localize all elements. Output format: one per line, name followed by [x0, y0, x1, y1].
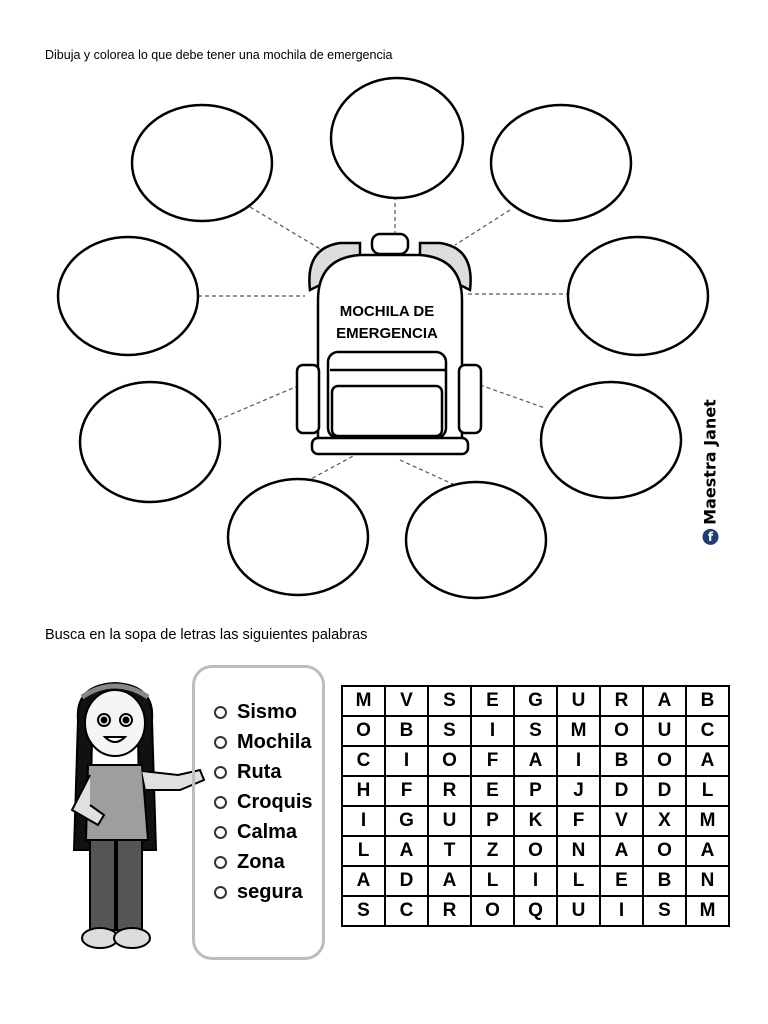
- grid-cell[interactable]: I: [514, 866, 557, 896]
- girl-illustration: [60, 675, 210, 965]
- grid-cell[interactable]: M: [342, 686, 385, 716]
- grid-cell[interactable]: O: [643, 836, 686, 866]
- grid-cell[interactable]: N: [557, 836, 600, 866]
- grid-cell[interactable]: V: [600, 806, 643, 836]
- grid-cell[interactable]: L: [557, 866, 600, 896]
- word-list-item: Croquis: [214, 791, 313, 814]
- grid-cell[interactable]: M: [557, 716, 600, 746]
- grid-cell[interactable]: H: [342, 776, 385, 806]
- grid-cell[interactable]: L: [686, 776, 729, 806]
- grid-cell[interactable]: L: [342, 836, 385, 866]
- grid-cell[interactable]: R: [428, 776, 471, 806]
- bullet-icon: [214, 736, 227, 749]
- grid-cell[interactable]: I: [600, 896, 643, 926]
- grid-cell[interactable]: O: [514, 836, 557, 866]
- grid-cell[interactable]: U: [643, 716, 686, 746]
- author-name: Maestra Janet: [700, 399, 720, 525]
- oval-bottom-right: [406, 482, 546, 598]
- grid-cell[interactable]: X: [643, 806, 686, 836]
- grid-cell[interactable]: I: [385, 746, 428, 776]
- drawing-instruction: Dibuja y colorea lo que debe tener una mochila de emergencia: [45, 48, 393, 62]
- grid-cell[interactable]: S: [514, 716, 557, 746]
- word-list-item: Mochila: [214, 731, 311, 754]
- oval-mid-right: [568, 237, 708, 355]
- grid-cell[interactable]: R: [428, 896, 471, 926]
- grid-cell[interactable]: B: [643, 866, 686, 896]
- grid-cell[interactable]: L: [471, 866, 514, 896]
- grid-cell[interactable]: B: [686, 686, 729, 716]
- grid-cell[interactable]: C: [686, 716, 729, 746]
- grid-cell[interactable]: C: [342, 746, 385, 776]
- grid-cell[interactable]: I: [557, 746, 600, 776]
- grid-cell[interactable]: U: [557, 896, 600, 926]
- grid-cell[interactable]: M: [686, 896, 729, 926]
- grid-row: [342, 776, 729, 806]
- grid-row: [342, 836, 729, 866]
- backpack-label-line1: MOCHILA DE: [339, 303, 435, 320]
- oval-lower-left: [80, 382, 220, 502]
- grid-cell[interactable]: O: [428, 746, 471, 776]
- word-list-item: segura: [214, 881, 303, 904]
- grid-cell[interactable]: S: [428, 686, 471, 716]
- grid-cell[interactable]: D: [643, 776, 686, 806]
- grid-cell[interactable]: I: [342, 806, 385, 836]
- grid-cell[interactable]: U: [428, 806, 471, 836]
- word-list-item: Sismo: [214, 701, 297, 724]
- bullet-icon: [214, 706, 227, 719]
- bullet-icon: [214, 796, 227, 809]
- grid-cell[interactable]: A: [686, 836, 729, 866]
- grid-cell[interactable]: K: [514, 806, 557, 836]
- oval-top-right: [491, 105, 631, 221]
- word-list-item: Zona: [214, 851, 285, 874]
- grid-cell[interactable]: E: [471, 686, 514, 716]
- grid-cell[interactable]: C: [385, 896, 428, 926]
- grid-cell[interactable]: B: [600, 746, 643, 776]
- grid-cell[interactable]: F: [557, 806, 600, 836]
- wordsearch-instruction: Busca en la sopa de letras las siguientes palabras: [45, 627, 368, 643]
- grid-cell[interactable]: E: [600, 866, 643, 896]
- grid-cell[interactable]: F: [471, 746, 514, 776]
- grid-cell[interactable]: O: [342, 716, 385, 746]
- oval-lower-right: [541, 382, 681, 498]
- grid-cell[interactable]: A: [643, 686, 686, 716]
- grid-cell[interactable]: A: [428, 866, 471, 896]
- grid-cell[interactable]: A: [686, 746, 729, 776]
- grid-cell[interactable]: D: [600, 776, 643, 806]
- grid-cell[interactable]: U: [557, 686, 600, 716]
- grid-cell[interactable]: M: [686, 806, 729, 836]
- grid-cell[interactable]: P: [471, 806, 514, 836]
- grid-row: [342, 896, 729, 926]
- grid-cell[interactable]: S: [643, 896, 686, 926]
- facebook-icon: f: [702, 529, 718, 545]
- grid-cell[interactable]: O: [471, 896, 514, 926]
- bullet-icon: [214, 856, 227, 869]
- grid-cell[interactable]: O: [600, 716, 643, 746]
- word-search-grid: [341, 685, 730, 927]
- bullet-icon: [214, 766, 227, 779]
- oval-bottom-left: [228, 479, 368, 595]
- grid-cell[interactable]: G: [514, 686, 557, 716]
- grid-cell[interactable]: Q: [514, 896, 557, 926]
- grid-cell[interactable]: T: [428, 836, 471, 866]
- grid-cell[interactable]: Z: [471, 836, 514, 866]
- grid-cell[interactable]: N: [686, 866, 729, 896]
- grid-cell[interactable]: J: [557, 776, 600, 806]
- oval-mid-left: [58, 237, 198, 355]
- grid-cell[interactable]: V: [385, 686, 428, 716]
- grid-cell[interactable]: S: [428, 716, 471, 746]
- grid-cell[interactable]: I: [471, 716, 514, 746]
- grid-cell[interactable]: A: [385, 836, 428, 866]
- bullet-icon: [214, 826, 227, 839]
- grid-cell[interactable]: O: [643, 746, 686, 776]
- backpack-label-line2: EMERGENCIA: [336, 325, 438, 342]
- grid-row: [342, 686, 729, 716]
- oval-top-left: [132, 105, 272, 221]
- grid-cell[interactable]: A: [514, 746, 557, 776]
- bullet-icon: [214, 886, 227, 899]
- grid-cell[interactable]: F: [385, 776, 428, 806]
- word-list-item: Calma: [214, 821, 297, 844]
- grid-cell[interactable]: S: [342, 896, 385, 926]
- grid-cell[interactable]: R: [600, 686, 643, 716]
- grid-cell[interactable]: A: [342, 866, 385, 896]
- word-list-item: Ruta: [214, 761, 281, 784]
- grid-cell[interactable]: G: [385, 806, 428, 836]
- grid-cell[interactable]: B: [385, 716, 428, 746]
- grid-cell[interactable]: E: [471, 776, 514, 806]
- backpack-illustration: [297, 234, 481, 454]
- grid-row: [342, 866, 729, 896]
- oval-top: [331, 78, 463, 198]
- grid-cell[interactable]: P: [514, 776, 557, 806]
- grid-row: [342, 806, 729, 836]
- grid-row: [342, 746, 729, 776]
- author-credit: [701, 399, 720, 545]
- grid-cell[interactable]: A: [600, 836, 643, 866]
- grid-row: [342, 716, 729, 746]
- grid-cell[interactable]: D: [385, 866, 428, 896]
